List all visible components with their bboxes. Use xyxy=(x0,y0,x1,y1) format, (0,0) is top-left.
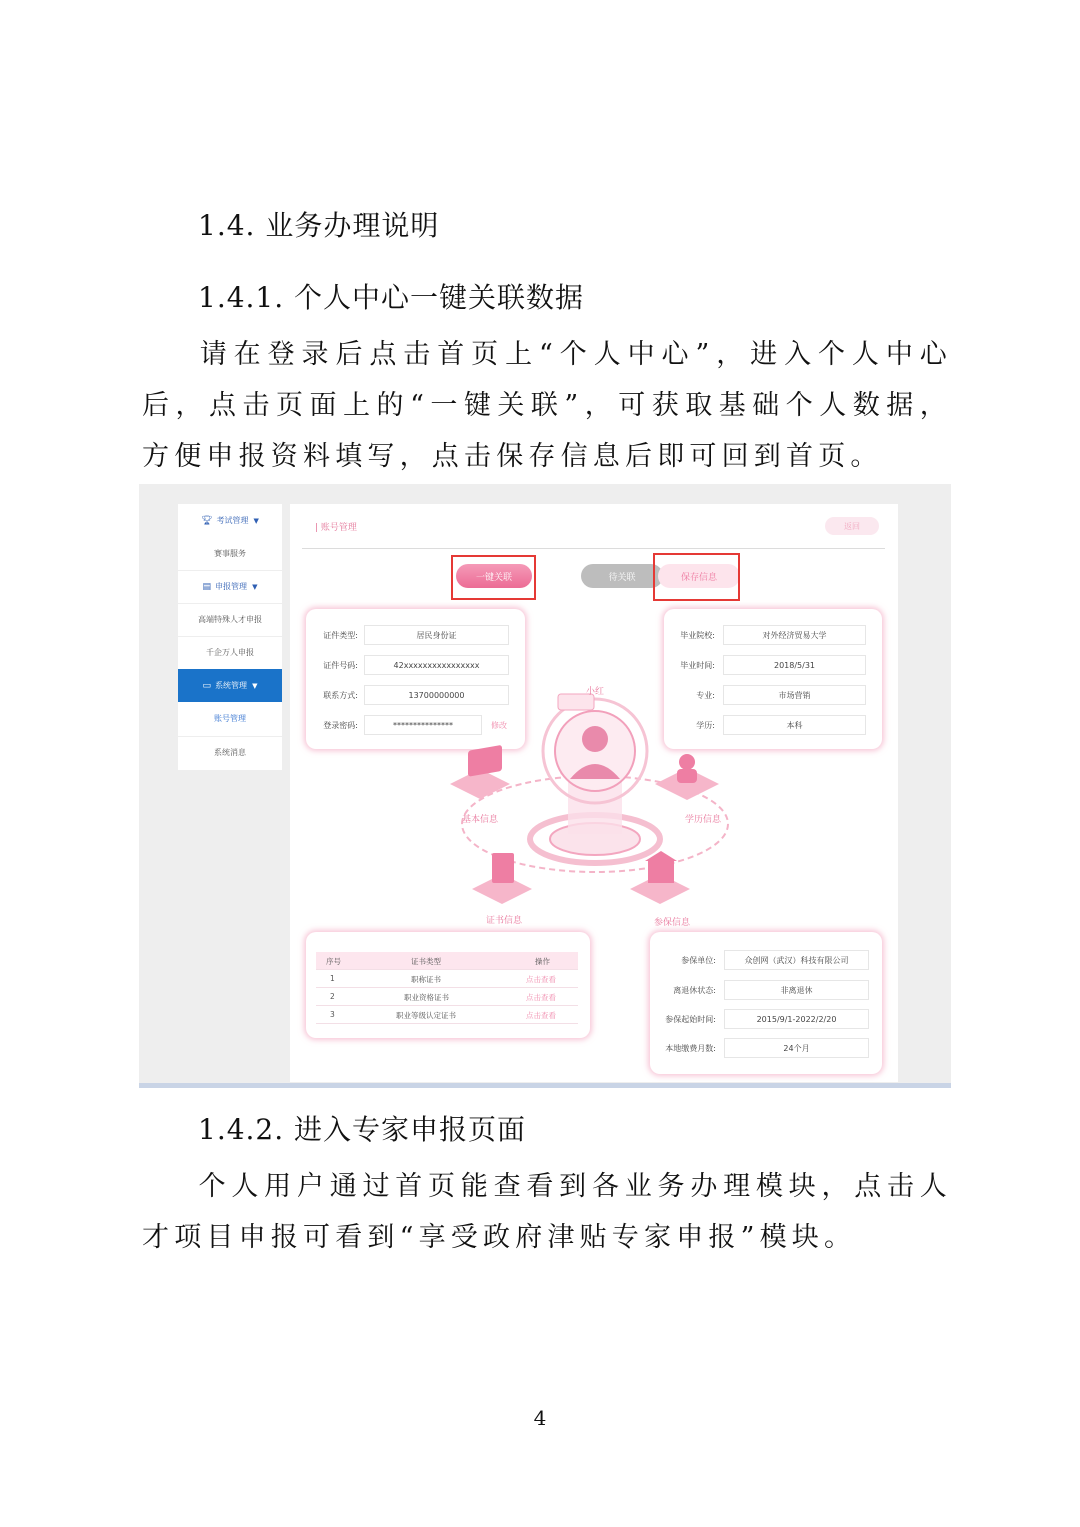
chevron-down-icon: ▼ xyxy=(252,681,258,690)
paragraph-2-text: 个人用户通过首页能查看到各业务办理模块，点击人才项目申报可看到“享受政府津贴专家申报”模块。 xyxy=(142,1171,952,1253)
insurance-unit-label: 参保单位: xyxy=(681,956,716,965)
id-no-value: 42xxxxxxxxxxxxxxxx xyxy=(364,655,509,675)
sidebar-group-apply[interactable] xyxy=(178,570,282,603)
page-number: 4 xyxy=(533,1406,547,1430)
highlight-box-link xyxy=(451,555,536,600)
account-management-screenshot xyxy=(139,484,951,1088)
certificate-table-card xyxy=(306,932,590,1038)
months-paid-value: 24个月 xyxy=(724,1038,869,1058)
form-icon: ▤ xyxy=(202,581,212,592)
insurance-unit-value: 众创网（武汉）科技有限公司 xyxy=(724,950,869,970)
sidebar-item-contest[interactable]: 赛事服务 xyxy=(214,549,246,558)
message-icon: ▭ xyxy=(202,680,212,691)
phone-value: 13700000000 xyxy=(364,685,509,705)
table-row: 1 职称证书 点击查看 xyxy=(316,970,578,988)
section-heading-1-4: 1.4. 业务办理说明 xyxy=(198,209,440,242)
page-title: | 账号管理 xyxy=(315,523,357,533)
id-type-label: 证件类型: xyxy=(323,631,358,640)
table-row: 3 职业等级认定证书 点击查看 xyxy=(316,1006,578,1024)
back-button[interactable]: 返回 xyxy=(825,517,879,535)
degree-value: 本科 xyxy=(723,715,866,735)
insurance-info-label[interactable]: 参保信息 xyxy=(654,918,691,928)
id-type-value: 居民身份证 xyxy=(364,625,509,645)
section-heading-1-4-2: 1.4.2. 进入专家申报页面 xyxy=(198,1113,527,1146)
insurance-info-card xyxy=(650,932,882,1074)
paragraph-1 xyxy=(142,329,952,482)
password-value: *************** xyxy=(364,715,482,735)
certificate-icon xyxy=(472,853,532,904)
view-cert-link[interactable]: 点击查看 xyxy=(526,975,556,984)
view-cert-link[interactable]: 点击查看 xyxy=(526,1011,556,1020)
sidebar-group-system[interactable] xyxy=(178,669,282,702)
section-heading-1-4-1: 1.4.1. 个人中心一键关联数据 xyxy=(198,281,585,314)
profile-name: 小红 xyxy=(586,687,605,697)
insurance-start-label: 参保起始时间: xyxy=(665,1015,716,1024)
graduate-icon xyxy=(655,754,719,800)
pending-link-button[interactable]: 待关联 xyxy=(581,564,663,588)
main-panel xyxy=(290,504,898,1082)
sidebar-item-enterprise[interactable]: 千企万人申报 xyxy=(206,648,254,657)
chevron-down-icon: ▼ xyxy=(253,516,259,525)
phone-label: 联系方式: xyxy=(323,691,358,700)
sidebar-item-account[interactable]: 账号管理 xyxy=(214,714,246,723)
major-value: 市场营销 xyxy=(723,685,866,705)
grad-time-label: 毕业时间: xyxy=(680,661,715,670)
sidebar-group-exam-label: 考试管理 xyxy=(216,516,249,525)
table-row: 2 职业资格证书 点击查看 xyxy=(316,988,578,1006)
view-cert-link[interactable]: 点击查看 xyxy=(526,993,556,1002)
one-click-link-button[interactable]: 一键关联 xyxy=(456,564,532,588)
school-label: 毕业院校: xyxy=(680,631,715,640)
sidebar xyxy=(178,504,282,770)
insurance-start-value: 2015/9/1-2022/2/20 xyxy=(724,1009,869,1029)
grad-time-value: 2018/5/31 xyxy=(723,655,866,675)
months-paid-label: 本地缴费月数: xyxy=(665,1044,716,1053)
education-info-label[interactable]: 学历信息 xyxy=(685,815,722,825)
sidebar-item-messages[interactable]: 系统消息 xyxy=(214,748,246,757)
chevron-down-icon: ▼ xyxy=(252,582,258,591)
paragraph-1-text: 请在登录后点击首页上“个人中心”，进入个人中心后，点击页面上的“一键关联”，可获取基础个人数据，方便申报资料填写，点击保存信息后即可回到首页。 xyxy=(142,339,952,472)
highlight-box-save xyxy=(653,553,740,601)
basic-info-label[interactable]: 基本信息 xyxy=(462,815,499,825)
save-info-button[interactable]: 保存信息 xyxy=(658,564,740,588)
modify-password-link[interactable]: 修改 xyxy=(491,721,507,730)
school-value: 对外经济贸易大学 xyxy=(723,625,866,645)
retire-status-label: 离退休状态: xyxy=(673,986,716,995)
password-label: 登录密码: xyxy=(323,721,358,730)
certificate-info-label[interactable]: 证书信息 xyxy=(486,916,523,926)
trophy-icon: 🏆︎ xyxy=(201,515,213,526)
sidebar-item-talent[interactable]: 高端特殊人才申报 xyxy=(198,615,262,624)
sidebar-group-apply-label: 申报管理 xyxy=(215,582,248,591)
major-label: 专业: xyxy=(696,691,715,700)
degree-label: 学历: xyxy=(696,721,715,730)
sidebar-group-system-label: 系统管理 xyxy=(215,681,248,690)
certificate-table xyxy=(316,952,578,1024)
sidebar-group-exam[interactable] xyxy=(178,504,282,537)
table-header: 序号 证书类型 操作 xyxy=(316,952,578,970)
retire-status-value: 非离退休 xyxy=(724,980,869,1000)
id-no-label: 证件号码: xyxy=(323,661,358,670)
paragraph-2 xyxy=(142,1161,952,1263)
